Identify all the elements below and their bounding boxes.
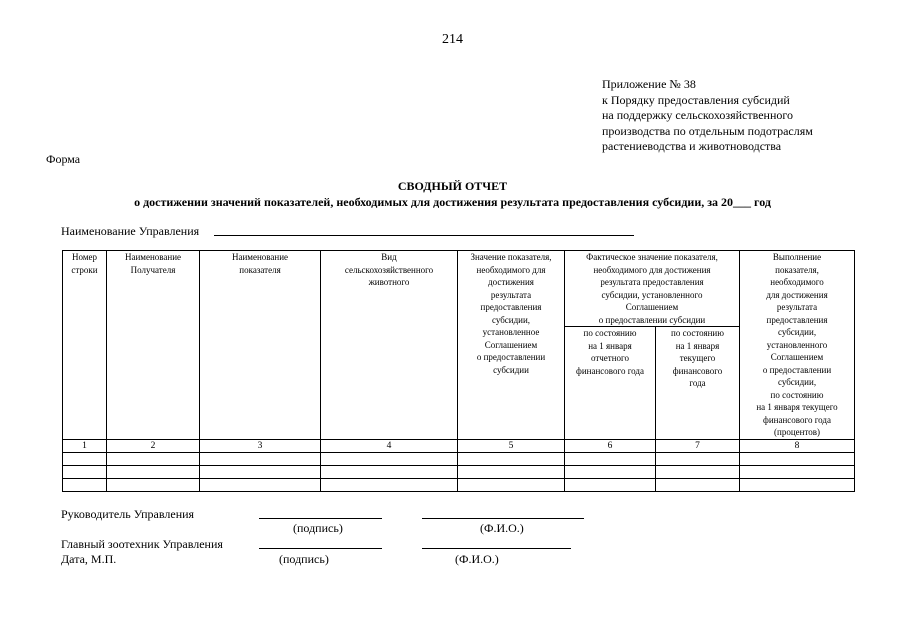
table-cell[interactable] bbox=[656, 465, 740, 478]
report-subtitle: о достижении значений показателей, необходимых для достижения результата предоставления субсидии, за 20___ год bbox=[134, 195, 771, 209]
header-row-number: Номер строки bbox=[63, 251, 107, 440]
table-cell[interactable] bbox=[740, 478, 855, 491]
appendix-block bbox=[602, 77, 813, 155]
header-completion: Выполнение показателя, необходимого для достижения результата предоставления субсидии, установленного Соглашением о предоставлении субсидии, по состоянию на 1 января текущего финансового года (процентов) bbox=[740, 251, 855, 440]
table-cell[interactable] bbox=[200, 465, 321, 478]
table-cell[interactable] bbox=[565, 478, 656, 491]
column-number: 7 bbox=[656, 439, 740, 452]
page-number: 214 bbox=[442, 32, 463, 47]
zootech-name-field[interactable] bbox=[422, 548, 571, 549]
head-label: Руководитель Управления bbox=[61, 507, 195, 521]
table-cell[interactable] bbox=[458, 465, 565, 478]
header-animal-type: Вид сельскохозяйственного животного bbox=[321, 251, 458, 440]
appendix-line: Приложение № 38 bbox=[602, 77, 696, 91]
column-number-row bbox=[63, 439, 855, 452]
table-cell[interactable] bbox=[107, 465, 200, 478]
column-number: 8 bbox=[740, 439, 855, 452]
table-cell[interactable] bbox=[565, 465, 656, 478]
table-cell[interactable] bbox=[740, 452, 855, 465]
table-cell[interactable] bbox=[63, 452, 107, 465]
header-target-value: Значение показателя, необходимого для достижения результата предоставления субсидии, установленное Соглашением о предоставлении субсидии bbox=[458, 251, 565, 440]
appendix-line: к Порядку предоставления субсидий bbox=[602, 92, 790, 107]
table-cell[interactable] bbox=[321, 452, 458, 465]
date-label: Дата, М.П. bbox=[61, 552, 117, 566]
table-row bbox=[63, 452, 855, 465]
name-hint: (Ф.И.О.) bbox=[455, 552, 499, 566]
table-cell[interactable] bbox=[63, 465, 107, 478]
header-actual-value: Фактическое значение показателя, необходимого для достижения результата предоставления субсидии, установленного Соглашением о предоставлении субсидии bbox=[565, 251, 740, 327]
zootech-label: Главный зоотехник Управления bbox=[61, 537, 223, 551]
table-cell[interactable] bbox=[200, 478, 321, 491]
column-number: 5 bbox=[458, 439, 565, 452]
header-reporting-year: по состоянию на 1 января отчетного финансового года bbox=[565, 327, 656, 440]
head-signature-field[interactable] bbox=[259, 518, 382, 519]
column-number: 3 bbox=[200, 439, 321, 452]
appendix-line: на поддержку сельскохозяйственного bbox=[602, 108, 794, 122]
table-cell[interactable] bbox=[107, 478, 200, 491]
report-title: СВОДНЫЙ ОТЧЕТ bbox=[397, 179, 508, 193]
table-cell[interactable] bbox=[740, 465, 855, 478]
table-cell[interactable] bbox=[565, 452, 656, 465]
table-row bbox=[63, 465, 855, 478]
header-recipient: Наименование Получателя bbox=[107, 251, 200, 440]
column-number: 1 bbox=[63, 439, 107, 452]
name-hint: (Ф.И.О.) bbox=[480, 521, 524, 535]
table-cell[interactable] bbox=[656, 452, 740, 465]
header-current-year: по состоянию на 1 января текущего финансового года bbox=[656, 327, 740, 440]
column-number: 6 bbox=[565, 439, 656, 452]
table-cell[interactable] bbox=[321, 465, 458, 478]
department-field[interactable] bbox=[214, 235, 634, 236]
table-cell[interactable] bbox=[200, 452, 321, 465]
header-indicator: Наименование показателя bbox=[200, 251, 321, 440]
report-table bbox=[62, 250, 855, 492]
head-name-field[interactable] bbox=[422, 518, 584, 519]
appendix-line: растениеводства и животноводства bbox=[602, 139, 782, 153]
department-label: Наименование Управления bbox=[61, 224, 200, 238]
form-label: Форма bbox=[46, 152, 81, 166]
signature-hint: (подпись) bbox=[279, 552, 329, 566]
table-row bbox=[63, 478, 855, 491]
table-cell[interactable] bbox=[656, 478, 740, 491]
column-number: 2 bbox=[107, 439, 200, 452]
table-cell[interactable] bbox=[321, 478, 458, 491]
table-cell[interactable] bbox=[107, 452, 200, 465]
zootech-signature-field[interactable] bbox=[259, 548, 382, 549]
table-cell[interactable] bbox=[458, 478, 565, 491]
table-cell[interactable] bbox=[63, 478, 107, 491]
signature-hint: (подпись) bbox=[293, 521, 343, 535]
table-cell[interactable] bbox=[458, 452, 565, 465]
appendix-line: производства по отдельным подотраслям bbox=[602, 123, 813, 138]
column-number: 4 bbox=[321, 439, 458, 452]
